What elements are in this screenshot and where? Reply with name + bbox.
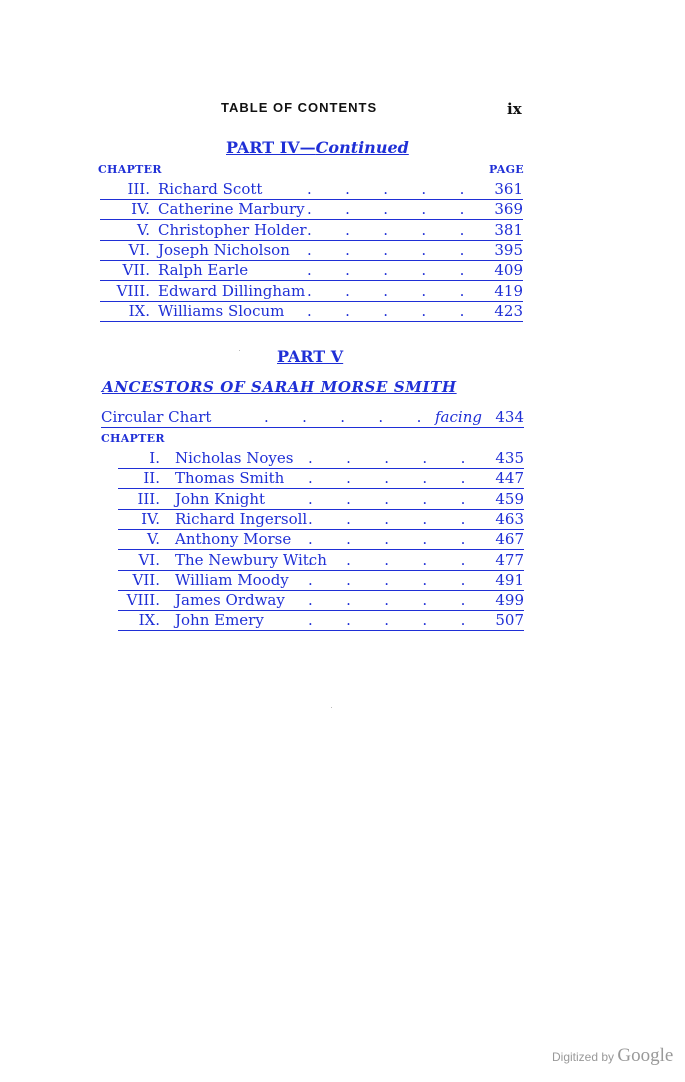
chapter-title[interactable]: James Ordway [175,591,285,610]
digitized-by-watermark [552,1045,673,1067]
chapter-title[interactable]: Edward Dillingham [158,281,306,300]
chapter-title[interactable]: Richard Scott [158,180,263,198]
link-underline [101,427,524,428]
chapter-page[interactable]: 381 [494,220,523,239]
chapter-title[interactable]: Ralph Earle [158,261,249,280]
chapter-page[interactable]: 423 [494,301,523,320]
running-header: TABLE OF CONTENTS [221,100,378,115]
toc-row[interactable] [100,282,523,302]
chapter-title[interactable]: Nicholas Noyes [175,449,294,467]
toc-row[interactable] [100,241,523,261]
chapter-page[interactable]: 477 [495,550,524,569]
chapter-page[interactable]: 419 [494,281,523,300]
chapter-number[interactable]: IV. [141,509,160,528]
chapter-number[interactable]: VIII. [126,591,160,610]
chapter-number[interactable]: III. [127,180,150,198]
chapter-title[interactable]: Williams Slocum [158,301,285,320]
leader-dots: . . . . . [308,449,466,467]
toc-row[interactable] [118,510,524,530]
chapter-number[interactable]: I. [149,449,160,467]
chapter-page[interactable]: 499 [495,591,524,610]
chapter-label-part-iv: CHAPTER [98,163,162,176]
toc-row[interactable] [118,571,524,591]
part-v-title[interactable] [277,347,343,366]
chapter-page[interactable]: 435 [495,449,524,467]
chapter-title[interactable]: The Newbury Witch [175,550,327,569]
scan-speck [239,350,240,351]
chapter-title[interactable]: Richard Ingersoll [175,509,308,528]
chapter-page[interactable]: 361 [494,180,523,198]
toc-row[interactable] [118,469,524,489]
toc-row[interactable] [118,591,524,611]
chapter-number[interactable]: VII. [132,570,160,589]
chapter-page[interactable]: 463 [495,509,524,528]
leader-dots: . . . . . [307,200,465,219]
circular-chart-page[interactable]: 434 [495,408,524,426]
chapter-number[interactable]: V. [147,530,160,549]
toc-row[interactable] [118,551,524,571]
leader-dots: . . . . . [307,261,465,280]
chapter-title[interactable]: Thomas Smith [175,469,285,488]
toc-row[interactable] [118,611,524,631]
chapter-number[interactable]: IX. [138,611,160,630]
chapter-title[interactable]: Joseph Nicholson [158,240,290,259]
chapter-number[interactable]: IV. [131,200,150,219]
chapter-page[interactable]: 395 [494,240,523,259]
leader-dots: . . . . . [308,550,466,569]
chapter-title[interactable]: Christopher Holder [158,220,307,239]
leader-dots: . . . . . [307,220,465,239]
link-underline [118,630,524,631]
chapter-page[interactable]: 409 [494,261,523,280]
toc-row[interactable] [100,302,523,322]
chapter-page[interactable]: 491 [495,570,524,589]
leader-dots: . . . . . [308,509,466,528]
circular-chart-row[interactable] [101,408,524,428]
chapter-number[interactable]: VIII. [116,281,150,300]
leader-dots: . . . . . [307,180,465,198]
google-logo: Google [617,1045,674,1066]
leader-dots: . . . . . [264,408,422,426]
chapter-label-part-v: CHAPTER [101,432,165,445]
leader-dots: . . . . . [308,570,466,589]
toc-row[interactable] [118,530,524,550]
toc-row[interactable] [118,449,524,469]
chapter-title[interactable]: Catherine Marbury [158,200,305,219]
chapter-title[interactable]: John Emery [175,611,264,630]
leader-dots: . . . . . [308,530,466,549]
leader-dots: . . . . . [307,281,465,300]
leader-dots: . . . . . [308,591,466,610]
leader-dots: . . . . . [308,611,466,630]
leader-dots: . . . . . [308,469,466,488]
chapter-number[interactable]: III. [137,489,160,508]
leader-dots: . . . . . [308,489,466,508]
chapter-page[interactable]: 369 [494,200,523,219]
part-iv-title-main[interactable]: PART IV— [226,138,316,157]
chapter-number[interactable]: VI. [128,240,150,259]
chapter-title[interactable]: John Knight [175,489,266,508]
link-underline [100,321,523,322]
toc-row[interactable] [100,180,523,200]
page-label: PAGE [489,163,524,176]
chapter-page[interactable]: 467 [495,530,524,549]
toc-row[interactable] [100,261,523,281]
page-number: ix [507,100,522,118]
part-v-title-text[interactable]: PART V [277,347,344,366]
part-v-subtitle-text[interactable]: ANCESTORS OF SARAH MORSE SMITH [102,378,457,396]
leader-dots: . . . . . [307,240,465,259]
part-iv-title[interactable] [226,138,409,157]
part-iv-title-continued[interactable]: Continued [315,138,409,157]
circular-chart-name[interactable]: Circular Chart [101,408,212,426]
facing-label: facing [435,408,482,426]
scan-speck [331,707,332,708]
chapter-title[interactable]: Anthony Morse [175,530,292,549]
toc-row[interactable] [100,221,523,241]
toc-row[interactable] [100,200,523,220]
digitized-by-text: Digitized by [552,1050,615,1064]
chapter-page[interactable]: 447 [495,469,524,488]
chapter-number[interactable]: VI. [138,550,160,569]
chapter-number[interactable]: VII. [122,261,150,280]
chapter-page[interactable]: 507 [495,611,524,630]
chapter-page[interactable]: 459 [495,489,524,508]
chapter-number[interactable]: V. [137,220,150,239]
chapter-number[interactable]: IX. [128,301,150,320]
chapter-number[interactable]: II. [143,469,160,488]
chapter-title[interactable]: William Moody [175,570,289,589]
leader-dots: . . . . . [307,301,465,320]
part-v-subtitle[interactable] [102,378,457,396]
toc-row[interactable] [118,490,524,510]
